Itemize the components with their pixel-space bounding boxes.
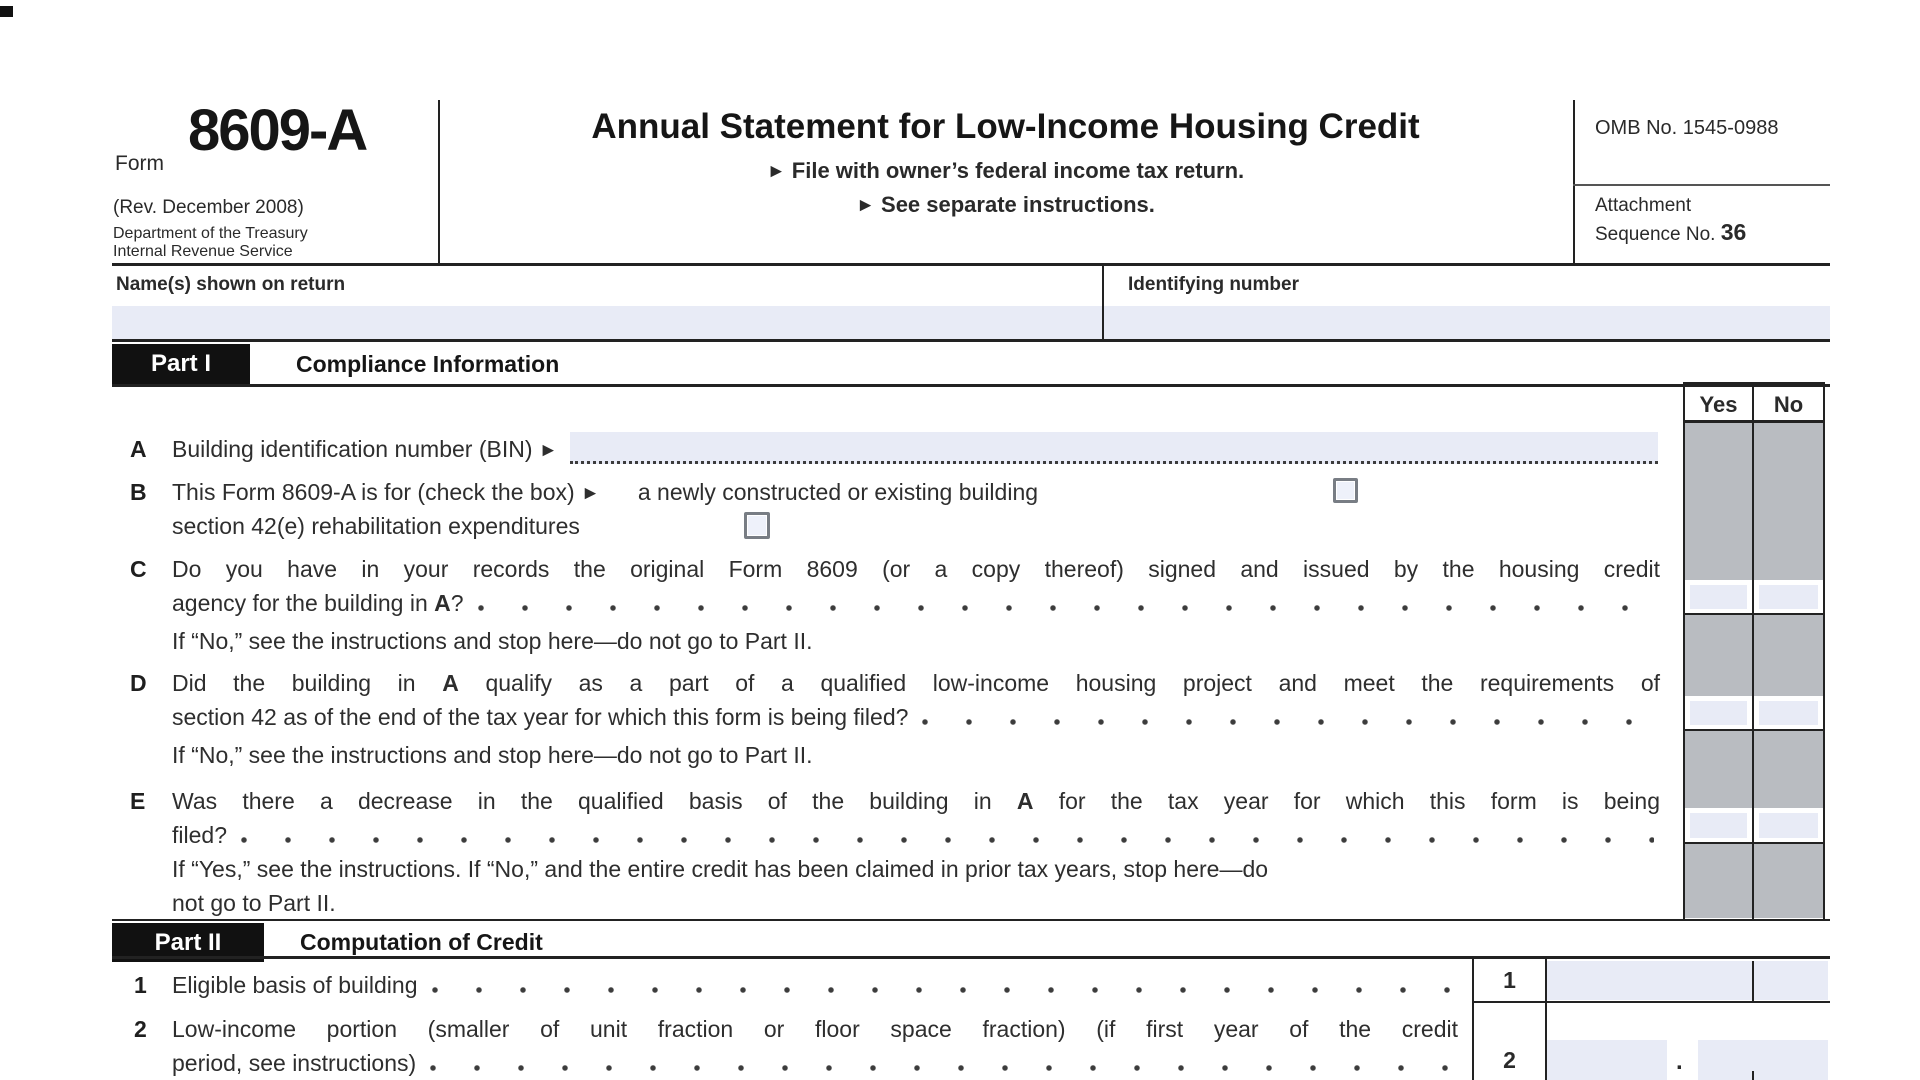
new-building-checkbox[interactable] bbox=[1333, 478, 1358, 503]
pointer-icon: ► bbox=[538, 440, 558, 461]
form-subtitle2: ► See separate instructions. bbox=[856, 192, 1155, 217]
form-label: Form bbox=[115, 152, 164, 175]
row-b-option2-label: section 42(e) rehabilitation expenditures bbox=[172, 513, 580, 539]
row-b-letter: B bbox=[130, 479, 147, 505]
row-b-line1 bbox=[172, 479, 1038, 506]
row-d-letter: D bbox=[130, 670, 147, 696]
row-2-decimal-point: . bbox=[1676, 1048, 1683, 1075]
row-b-option1-label: a newly constructed or existing building bbox=[637, 479, 1039, 505]
form-number: 8609-A bbox=[188, 98, 367, 163]
row-1-line: Eligible basis of building bbox=[172, 972, 1458, 999]
omb-number: OMB No. 1545-0988 bbox=[1595, 117, 1779, 139]
row-2-cents-divider-line bbox=[1752, 1071, 1754, 1080]
row-2-line1: Low-income portion (smaller of unit fraction or floor space fraction) (if first year of the credit bbox=[172, 1016, 1458, 1042]
agency-line2: Internal Revenue Service bbox=[113, 243, 293, 260]
sequence-number: 36 bbox=[1720, 219, 1747, 245]
row-a-text: Building identification number (BIN) bbox=[172, 436, 533, 462]
row-1-number: 1 bbox=[134, 972, 147, 998]
row-c-yes-cell[interactable] bbox=[1685, 580, 1752, 614]
pointer-icon: ► bbox=[856, 195, 875, 216]
row-2-line2: period, see instructions) bbox=[172, 1050, 1458, 1077]
row-e-no-cell[interactable] bbox=[1754, 808, 1823, 843]
identifying-number-label: Identifying number bbox=[1128, 274, 1299, 295]
name-label: Name(s) shown on return bbox=[116, 274, 346, 295]
row-d-line2: section 42 as of the end of the tax year for which this form is being filed? bbox=[172, 704, 1660, 731]
form-revision: (Rev. December 2008) bbox=[113, 197, 304, 218]
row-c-line1: Do you have in your records the original Form 8609 (or a copy thereof) signed and issued by the housing credit bbox=[172, 556, 1660, 582]
part1-bar-bottom-line bbox=[112, 384, 1830, 387]
row-c-no-cell[interactable] bbox=[1754, 580, 1823, 614]
dot-leader bbox=[922, 719, 1654, 726]
header-divider-right bbox=[1573, 100, 1575, 265]
row-c-answer-bottom-line bbox=[1683, 613, 1825, 615]
row-d-note: If “No,” see the instructions and stop here—do not go to Part II. bbox=[172, 742, 813, 768]
dot-leader bbox=[241, 837, 1654, 844]
header-divider-left bbox=[438, 100, 440, 265]
row-b-line2 bbox=[172, 513, 580, 540]
name-row-bottom-line bbox=[112, 339, 1830, 342]
row-2-line-number-box: 2 bbox=[1503, 1047, 1516, 1073]
yesno-column-divider-line bbox=[1752, 382, 1754, 921]
row-1-cents-divider-line bbox=[1752, 961, 1754, 1001]
part1-chip: Part I bbox=[112, 344, 250, 384]
row-e-letter: E bbox=[130, 788, 146, 814]
form-subtitle1: ► File with owner’s federal income tax return. bbox=[766, 158, 1245, 183]
dot-leader bbox=[478, 605, 1654, 612]
row-a-line bbox=[172, 436, 1658, 464]
row-2-amount-input-left[interactable] bbox=[1547, 1040, 1667, 1080]
row-c-note: If “No,” see the instructions and stop here—do not go to Part II. bbox=[172, 628, 813, 654]
row-c-line2: agency for the building in A ? bbox=[172, 590, 1660, 617]
scan-artifact bbox=[0, 6, 13, 17]
omb-separator-line bbox=[1573, 184, 1830, 186]
row-d-yes-cell[interactable] bbox=[1685, 696, 1752, 730]
pointer-icon: ► bbox=[581, 483, 600, 504]
part2-title: Computation of Credit bbox=[300, 929, 543, 955]
yesno-header-top-line bbox=[1683, 382, 1825, 384]
row-e-note-line1: If “Yes,” see the instructions. If “No,” and the entire credit has been claimed in prior tax years, stop here—do bbox=[172, 856, 1269, 882]
row-e-note-line2: not go to Part II. bbox=[172, 890, 336, 916]
pointer-icon: ► bbox=[766, 161, 786, 182]
rehab-expenditures-checkbox[interactable] bbox=[744, 512, 770, 539]
row-c-letter: C bbox=[130, 556, 147, 582]
dot-leader bbox=[432, 987, 1453, 994]
row-a-letter: A bbox=[130, 436, 147, 462]
row-b-text: This Form 8609-A is for (check the box) bbox=[172, 479, 575, 505]
row-2-amount-input-right[interactable] bbox=[1698, 1040, 1828, 1080]
row-d-answer-bottom-line bbox=[1683, 729, 1825, 731]
row-d-line1: Did the building in A qualify as a part of a qualified low-income housing project and meet the requirements of bbox=[172, 670, 1661, 696]
header-center bbox=[438, 95, 1573, 265]
part2-bar-bottom-line bbox=[112, 956, 1830, 959]
row-e-line1: Was there a decrease in the qualified basis of the building in A for the tax year for which this form is being bbox=[172, 788, 1661, 814]
row-1-line-number-box: 1 bbox=[1503, 967, 1516, 993]
row-e-yes-cell[interactable] bbox=[1685, 808, 1752, 843]
name-id-divider bbox=[1102, 266, 1104, 339]
part2-chip: Part II bbox=[112, 923, 264, 962]
sequence-label: Sequence No. 36 bbox=[1595, 219, 1747, 245]
part1-title: Compliance Information bbox=[296, 351, 560, 377]
no-column-header: No bbox=[1773, 392, 1804, 417]
row-e-answer-bottom-line bbox=[1683, 842, 1825, 844]
attachment-label: Attachment bbox=[1595, 195, 1692, 216]
row-2-number: 2 bbox=[134, 1016, 147, 1042]
dot-leader bbox=[430, 1065, 1452, 1072]
bin-input[interactable] bbox=[570, 432, 1658, 464]
yes-column-header: Yes bbox=[1699, 392, 1738, 417]
name-input[interactable] bbox=[112, 306, 1102, 339]
row-1-amount-input[interactable] bbox=[1547, 961, 1828, 1000]
row-1-bottom-line bbox=[1472, 1001, 1830, 1003]
yes-column-left-line bbox=[1683, 382, 1685, 921]
row-d-no-cell[interactable] bbox=[1754, 696, 1823, 730]
no-column-right-line bbox=[1823, 382, 1825, 921]
form-title: Annual Statement for Low-Income Housing Credit bbox=[591, 107, 1420, 146]
header-bottom-line bbox=[112, 263, 1830, 266]
part1-bottom-line bbox=[112, 919, 1830, 921]
row-e-line2: filed? bbox=[172, 822, 1660, 849]
identifying-number-input[interactable] bbox=[1104, 306, 1830, 339]
agency-line1: Department of the Treasury bbox=[113, 225, 308, 242]
